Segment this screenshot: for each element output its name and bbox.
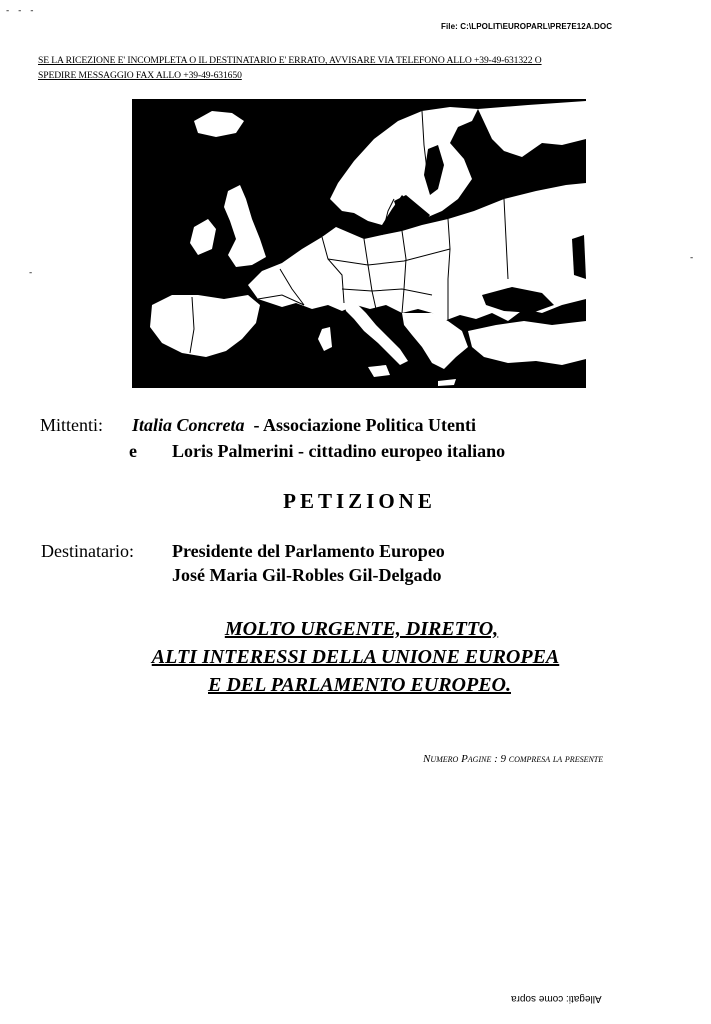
file-path: File: C:\LPOLIT\EUROPARL\PRE7E12A.DOC [441, 22, 613, 31]
document-title: PETIZIONE [283, 489, 436, 513]
notice-line-1: SE LA RICEZIONE E' INCOMPLETA O IL DESTINATARIO E' ERRATO, AVVISARE VIA TELEFONO ALLO +39-49-631322 O [38, 55, 542, 66]
recipient-line-1: Presidente del Parlamento Europeo [172, 541, 445, 561]
corner-marks: - - - [6, 6, 37, 16]
margin-mark-left: - [29, 268, 33, 278]
recipient-line-2: José Maria Gil-Robles Gil-Delgado [172, 565, 442, 585]
europe-map [132, 99, 586, 388]
organization-description: - Associazione Politica Utenti [244, 415, 476, 435]
page-count: Numero Pagine : 9 compresa la presente [423, 753, 604, 765]
sender-organization [132, 415, 476, 436]
sender-person: Loris Palmerini - cittadino europeo italiano [172, 441, 506, 461]
inverted-attachments-note: Allegati: come sopra [511, 993, 602, 1004]
urgency-line-2: ALTI INTERESSI DELLA UNIONE EUROPEA [151, 646, 560, 668]
europe-map-graphic [132, 99, 586, 388]
notice-line-2: SPEDIRE MESSAGGIO FAX ALLO +39-49-631650 [38, 70, 242, 81]
senders-conjunction: e [129, 441, 137, 461]
urgency-line-1: MOLTO URGENTE, DIRETTO, [224, 618, 499, 640]
margin-mark-right: - [690, 253, 694, 263]
transmission-notice [38, 53, 678, 83]
senders-label: Mittenti: [40, 415, 103, 435]
urgency-line-3: E DEL PARLAMENTO EUROPEO. [208, 674, 511, 696]
organization-name: Italia Concreta [132, 415, 245, 435]
recipient-label: Destinatario: [41, 541, 134, 561]
